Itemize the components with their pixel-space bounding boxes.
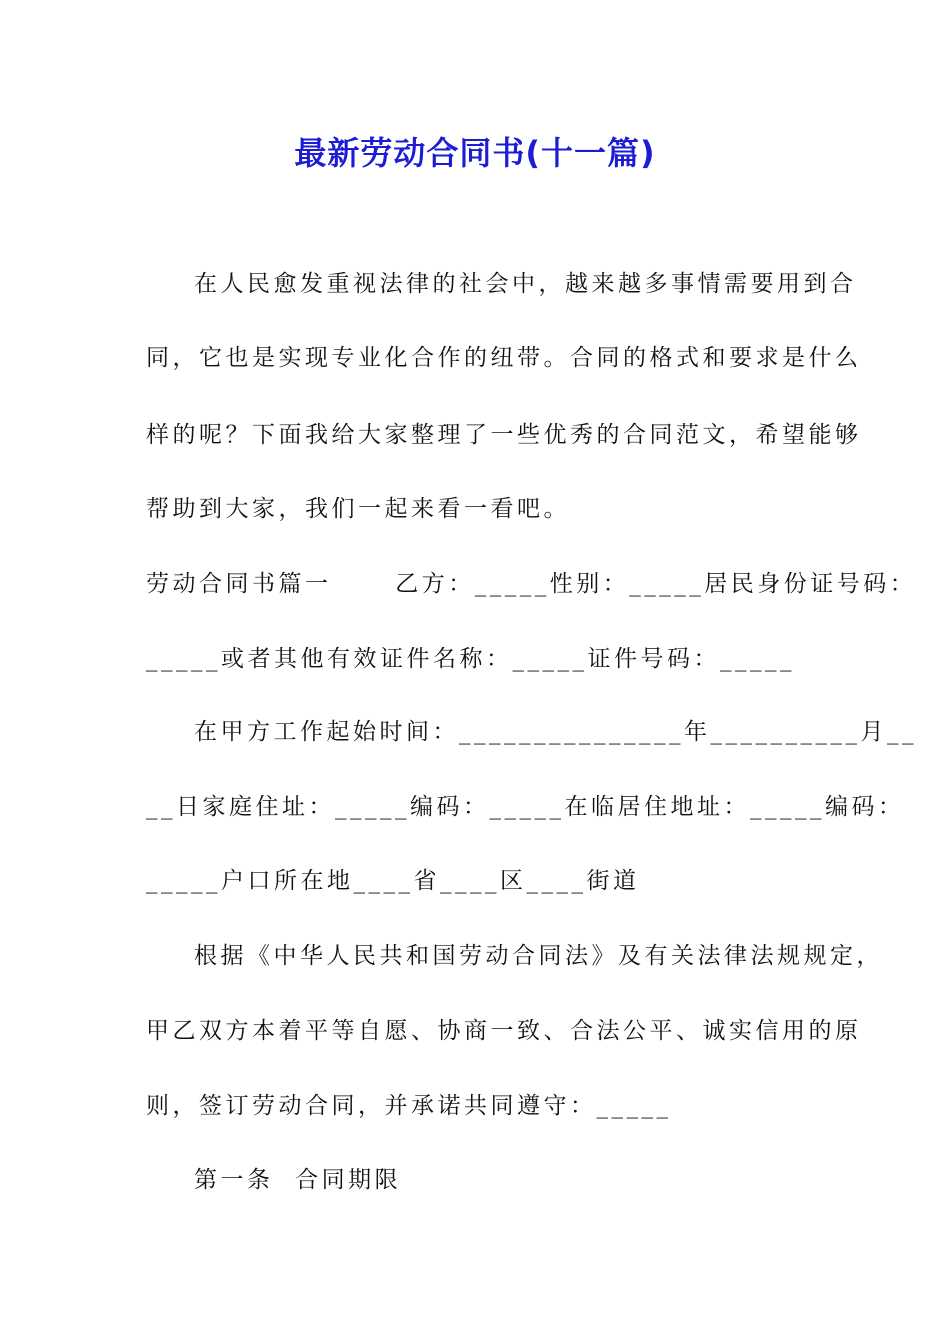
- employment-line-1: 在甲方工作起始时间：_______________年__________月__: [194, 719, 917, 745]
- employment-line-3: _____户口所在地____省____区____街道: [146, 868, 640, 894]
- article-one-heading: 第一条 合同期限: [194, 1167, 402, 1193]
- intro-line-4: 帮助到大家，我们一起来看一看吧。: [146, 496, 570, 522]
- intro-line-2: 同，它也是实现专业化合作的纽带。合同的格式和要求是什么: [146, 345, 862, 371]
- employment-line-2: __日家庭住址：_____编码：_____在临居住地址：_____编码：: [146, 794, 905, 820]
- document-title: 最新劳动合同书(十一篇): [294, 134, 656, 172]
- intro-line-3: 样的呢？下面我给大家整理了一些优秀的合同范文，希望能够: [146, 422, 862, 448]
- party-b-line-2: _____或者其他有效证件名称：_____证件号码：_____: [146, 646, 795, 672]
- party-b-line-1: 劳动合同书篇一 乙方：_____性别：_____居民身份证号码：: [146, 571, 917, 597]
- basis-line-3: 则，签订劳动合同，并承诺共同遵守：_____: [146, 1093, 672, 1119]
- basis-line-1: 根据《中华人民共和国劳动合同法》及有关法律法规规定，: [194, 943, 883, 969]
- intro-line-1: 在人民愈发重视法律的社会中，越来越多事情需要用到合: [194, 271, 857, 297]
- basis-line-2: 甲乙双方本着平等自愿、协商一致、合法公平、诚实信用的原: [146, 1018, 862, 1044]
